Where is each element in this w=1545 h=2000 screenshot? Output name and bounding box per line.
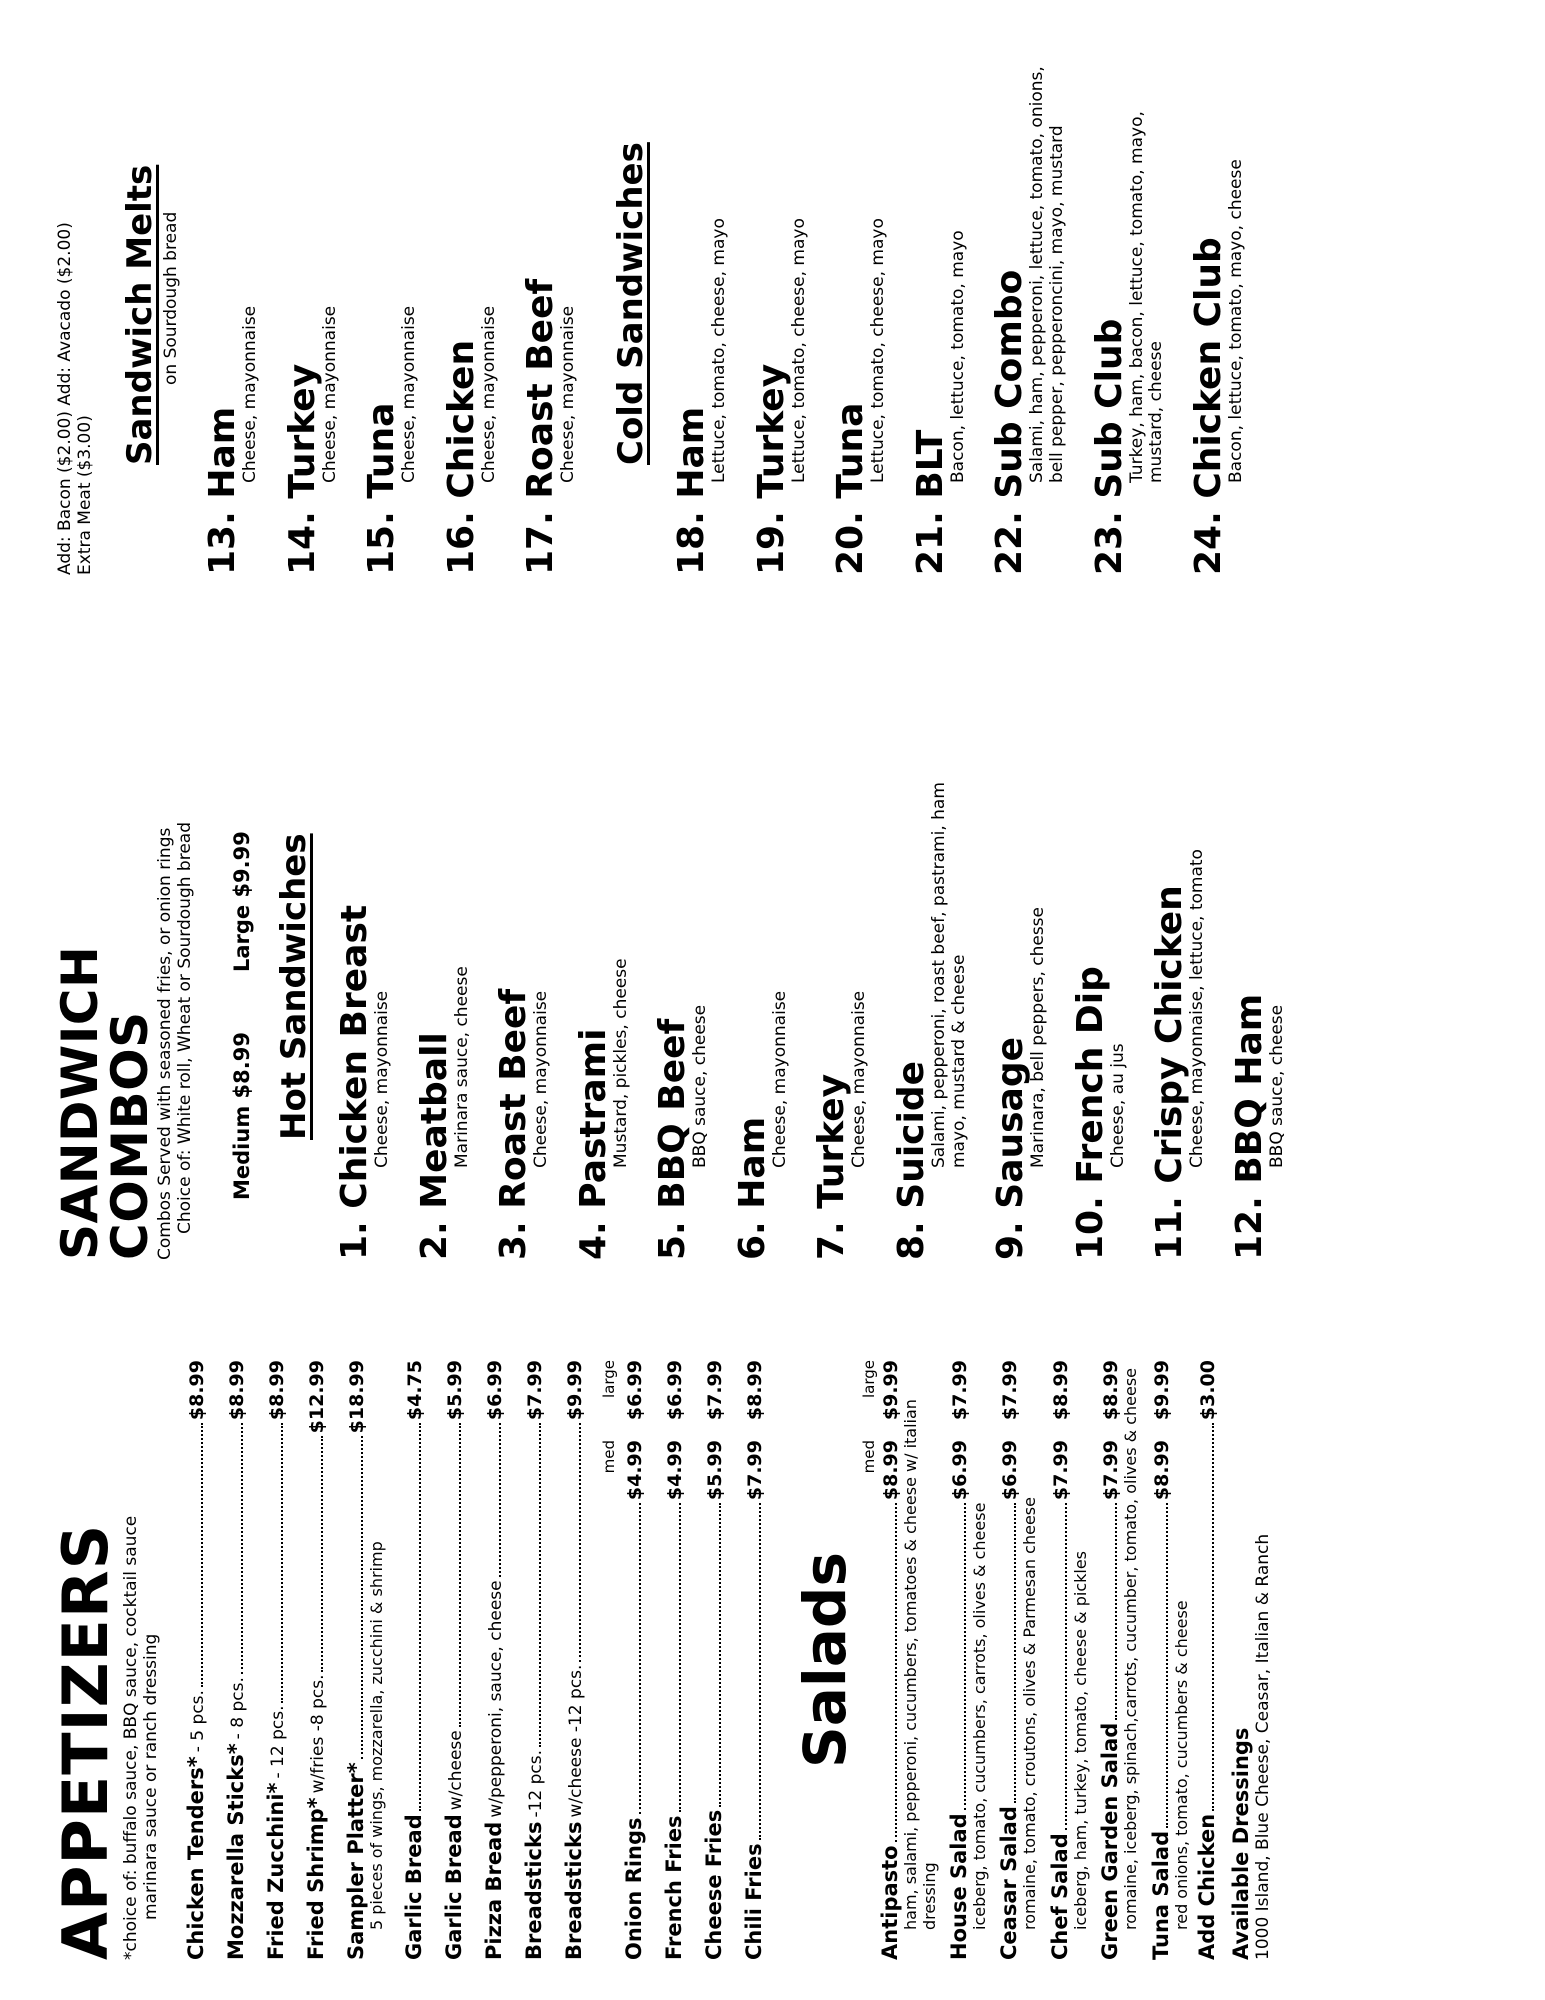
item-price: $6.99: [484, 1360, 507, 1421]
menu-item: [304, 1360, 328, 1960]
salad-item: [1098, 1360, 1122, 1960]
sandwich-description: Bacon, lettuce, tomato, mayo, cheese: [1225, 159, 1246, 483]
salad-item: [1048, 1360, 1072, 1960]
sandwich-item: [731, 700, 791, 1260]
sandwich-name: Meatball: [413, 1032, 455, 1209]
addons-line1: Add: Bacon ($2.00) Add: Avacado ($2.00): [55, 222, 75, 575]
sandwich-number: 7.: [811, 1221, 853, 1260]
item-price-med: $4.99: [624, 1440, 647, 1501]
sandwich-description: Mustard, pickles, cheese: [610, 958, 631, 1168]
sandwich-number: 16.: [440, 511, 482, 575]
sandwich-description: Bacon, lettuce, tomato, mayo: [947, 230, 968, 483]
item-price: $8.99: [225, 1360, 248, 1421]
sandwich-item: [361, 15, 420, 575]
combos-title: SANDWICH COMBOS: [51, 945, 159, 1260]
sandwich-number: 18.: [671, 511, 713, 575]
sandwich-number: 15.: [361, 511, 403, 575]
leader-dots: [459, 1423, 461, 1727]
sandwich-name: Tuna: [361, 402, 403, 499]
melts-cold-column: [55, 15, 1246, 575]
menu-item: [344, 1360, 368, 1960]
salad-description: iceberg, tomato, cucumbers, carrots, olives & cheese: [969, 1502, 989, 1930]
salad-price-med: $7.99: [1049, 1440, 1072, 1501]
sandwich-name: Pastrami: [572, 1028, 614, 1209]
salad-price-large: $7.99: [948, 1360, 971, 1421]
menu-item: [562, 1360, 586, 1960]
menu-item: [224, 1360, 248, 1960]
sandwich-number: 10.: [1069, 1196, 1111, 1260]
sandwich-name: Crispy Chicken: [1149, 885, 1191, 1184]
appetizers-note-line2: marinara sauce or ranch dressing: [141, 1633, 162, 1920]
combo-medium-price: Medium $8.99: [229, 1032, 254, 1200]
leader-dots: [719, 1503, 721, 1807]
salad-price-med: $7.99: [1100, 1440, 1123, 1501]
salad-item: [997, 1360, 1021, 1960]
sandwich-number: 8.: [891, 1221, 932, 1260]
sandwich-item: [652, 700, 711, 1260]
leader-dots: [539, 1423, 541, 1747]
item-price: $8.99: [185, 1360, 208, 1421]
size-med-label: med: [600, 1440, 619, 1474]
sandwich-description: Cheese, mayonnaise, lettuce, tomato: [1187, 849, 1208, 1168]
sandwich-name: French Dip: [1069, 966, 1111, 1184]
sandwich-item: [520, 15, 579, 575]
sandwich-name: Tuna: [830, 402, 872, 499]
leader-dots: [1065, 1503, 1067, 1830]
sandwich-item: [750, 15, 810, 575]
item-price: $8.99: [265, 1360, 288, 1421]
combos-note: [155, 700, 196, 1260]
sandwich-number: 5.: [652, 1221, 694, 1260]
appetizers-note-line1: *choice of: buffalo sauce, BBQ sauce, cocktail sauce: [121, 1515, 141, 1960]
sandwich-item: [989, 15, 1068, 575]
sandwich-name: Ham: [202, 406, 244, 499]
sandwich-description: Cheese, mayonnaise: [319, 305, 340, 483]
leader-dots: [201, 1423, 203, 1687]
sandwich-number: 23.: [1088, 511, 1130, 575]
salad-item: [1149, 1360, 1173, 1960]
salad-price-med: $6.99: [948, 1440, 971, 1501]
item-detail: - 5 pcs.: [187, 1690, 208, 1753]
item-price-large: $7.99: [704, 1360, 727, 1421]
appetizers-title: APPETIZERS: [49, 1523, 122, 1960]
item-name: Fried Shrimp*: [303, 1797, 328, 1960]
menu-item: [184, 1360, 208, 1960]
sandwich-name: Ham: [671, 406, 713, 499]
salad-price-large: $7.99: [999, 1360, 1022, 1421]
sandwich-item: [811, 700, 870, 1260]
item-price: $5.99: [444, 1360, 467, 1421]
sandwich-description: Cheese, mayonnaise: [372, 990, 393, 1168]
salad-price-med: $6.99: [999, 1440, 1022, 1501]
sandwich-name: BLT: [909, 429, 951, 499]
item-name: Garlic Bread: [442, 1814, 467, 1960]
sandwich-number: 19.: [750, 511, 792, 575]
add-chicken-price: $3.00: [1196, 1360, 1219, 1421]
item-price-med: $5.99: [704, 1440, 727, 1501]
sandwich-description: Cheese, mayonnaise: [240, 305, 261, 483]
item-detail: w/fries -8 pcs.: [307, 1674, 328, 1794]
sandwich-description: Marinara, bell peppers, chesse: [1028, 906, 1049, 1168]
leader-dots: [241, 1423, 243, 1674]
appetizers-note: [121, 1360, 162, 1960]
item-price-large: $6.99: [624, 1360, 647, 1421]
sandwich-item: [891, 700, 969, 1260]
dressings-list: 1000 Island, Blue Cheese, Ceasar, Italian & Ranch: [1252, 1533, 1273, 1960]
sandwich-number: 22.: [989, 511, 1031, 575]
sandwich-name: Turkey: [750, 363, 792, 499]
item-name: Garlic Bread: [402, 1814, 427, 1960]
sandwich-name: Roast Beef: [520, 278, 562, 499]
leader-dots: [321, 1436, 323, 1671]
sandwich-description: Lettuce, tomato, cheese, mayo: [709, 218, 730, 483]
salad-price-large: $8.99: [1049, 1360, 1072, 1421]
combos-note-line1: Combos Served with seasoned fries, or onion rings: [155, 827, 175, 1260]
addons: [55, 15, 96, 575]
sandwich-name: Suicide: [891, 1060, 932, 1209]
menu-item: [662, 1360, 686, 1960]
combos-note-line2: Choice of: White roll, Wheat or Sourdough bread: [175, 822, 196, 1234]
sandwich-name: Roast Beef: [493, 988, 535, 1209]
salad-name: Ceasar Salad: [997, 1806, 1022, 1960]
item-price-med: $7.99: [744, 1440, 767, 1501]
item-name: French Fries: [662, 1815, 687, 1960]
menu-item: [264, 1360, 288, 1960]
leader-dots: [639, 1503, 641, 1814]
sandwich-description: Cheese, mayonnaise: [399, 305, 420, 483]
salad-size-large-label: large: [860, 1360, 879, 1399]
item-price-large: $8.99: [744, 1360, 767, 1421]
sandwich-description: Cheese, mayonnaise: [531, 990, 552, 1168]
sandwich-item: [440, 15, 500, 575]
melts-list: [202, 15, 579, 575]
item-name: Breadsticks: [562, 1821, 587, 1960]
item-price-large: $6.99: [664, 1360, 687, 1421]
size-header: [600, 1360, 618, 1960]
item-name: Chili Fries: [742, 1843, 767, 1960]
sandwich-description: BBQ sauce, cheese: [690, 1004, 711, 1168]
sandwich-name: Sausage: [990, 1036, 1032, 1209]
item-detail: - 12 pcs.: [267, 1705, 288, 1779]
sandwich-name: Ham: [731, 1116, 773, 1209]
salad-description: red onions, tomato, cucumbers & cheese: [1171, 1600, 1191, 1930]
sandwich-item: [413, 700, 473, 1260]
sandwich-item: [1149, 700, 1208, 1260]
sandwich-name: BBQ Ham: [1228, 993, 1270, 1184]
hot-sandwich-list: [334, 700, 1287, 1260]
appetizer-list: [184, 1360, 766, 1960]
menu-item: [742, 1360, 766, 1960]
sandwich-name: Turkey: [811, 1073, 853, 1209]
salad-name: Chef Salad: [1047, 1833, 1072, 1960]
item-name: Mozzarella Sticks*: [223, 1743, 248, 1960]
item-detail: w/cheese -12 pcs.: [566, 1664, 587, 1818]
add-chicken-name: Add Chicken: [1194, 1813, 1219, 1960]
sandwich-name: Chicken Breast: [334, 904, 376, 1209]
item-price-med: $4.99: [664, 1440, 687, 1501]
sandwich-item: [830, 15, 889, 575]
sandwich-number: 17.: [520, 511, 562, 575]
appetizers-column: [49, 1360, 1273, 1960]
sandwich-melts-subtitle: on Sourdough bread: [161, 211, 182, 385]
sandwich-number: 9.: [990, 1221, 1032, 1260]
leader-dots: [579, 1423, 581, 1661]
sandwich-description: Cheese, mayonnaise: [478, 305, 499, 483]
sandwich-item: [334, 700, 393, 1260]
sandwich-melts-title: Sandwich Melts: [119, 164, 160, 465]
dressings-title: Available Dressings: [1228, 1727, 1253, 1960]
salad-name: Antipasto: [878, 1845, 903, 1960]
salad-description: romaine, tomato, croutons, olives & Parmesan cheese: [1020, 1497, 1040, 1930]
item-price: $7.99: [524, 1360, 547, 1421]
sandwich-description: Marinara sauce, cheese: [451, 966, 472, 1168]
sandwich-number: 20.: [830, 511, 872, 575]
sandwich-number: 21.: [909, 511, 951, 575]
sandwich-number: 1.: [334, 1221, 376, 1260]
sandwich-name: Turkey: [281, 363, 323, 499]
item-price: $18.99: [345, 1360, 368, 1434]
sandwich-item: [281, 15, 341, 575]
sandwich-item: [1088, 15, 1167, 575]
sandwich-item: [671, 15, 730, 575]
sandwich-item: [1069, 700, 1129, 1260]
hot-sandwiches-title: Hot Sandwiches: [273, 833, 314, 1140]
sandwich-item: [990, 700, 1049, 1260]
item-detail: - 8 pcs.: [227, 1677, 248, 1740]
item-price: $9.99: [564, 1360, 587, 1421]
item-name: Cheese Fries: [702, 1809, 727, 1960]
salad-list: [860, 1360, 1273, 1960]
sandwich-number: 13.: [202, 511, 244, 575]
leader-dots: [1166, 1503, 1168, 1828]
sandwich-description: BBQ sauce, cheese: [1266, 1004, 1287, 1168]
salad-name: House Salad: [946, 1813, 971, 1960]
sandwich-item: [1187, 15, 1247, 575]
sandwich-name: BBQ Beef: [652, 1018, 694, 1209]
cold-list: [671, 15, 1246, 575]
sandwich-description: Salami, pepperoni, roast beef, pastrami, ham mayo, mustard & cheese: [929, 782, 969, 1168]
leader-dots: [281, 1423, 283, 1702]
combo-prices: [230, 700, 254, 1200]
sandwich-number: 12.: [1228, 1196, 1270, 1260]
item-detail: w/pepperoni, sauce, cheese: [486, 1580, 507, 1818]
item-name: Onion Rings: [622, 1817, 647, 1960]
sandwich-name: Sub Club: [1088, 318, 1130, 499]
sandwich-number: 3.: [493, 1221, 535, 1260]
add-chicken-item: [1195, 1360, 1219, 1960]
leader-dots: [895, 1503, 897, 1842]
salad-name: Green Garden Salad: [1098, 1722, 1123, 1960]
leader-dots: [419, 1423, 421, 1811]
salad-price-large: $9.99: [880, 1360, 903, 1421]
sandwich-description: Cheese, mayonnaise: [769, 990, 790, 1168]
sandwich-name: Chicken Club: [1187, 237, 1229, 499]
item-name: Chicken Tenders*: [183, 1756, 208, 1960]
sandwich-number: 6.: [731, 1221, 773, 1260]
leader-dots: [679, 1503, 681, 1812]
menu-item: [702, 1360, 726, 1960]
menu-item: [402, 1360, 426, 1960]
sandwich-number: 24.: [1187, 511, 1229, 575]
leader-dots: [1212, 1423, 1214, 1811]
combos-column: [51, 700, 1287, 1260]
sandwich-description: Cheese, mayonnaise: [849, 990, 870, 1168]
sandwich-item: [202, 15, 261, 575]
addons-line2: Extra Meat ($3.00): [75, 415, 96, 575]
salads-title: Salads: [791, 1552, 860, 1768]
sandwich-description: Salami, ham, pepperoni, lettuce, tomato, onions, bell pepper, pepperoncini, mayo, mustard: [1027, 66, 1068, 483]
size-large-label: large: [600, 1360, 619, 1399]
salad-size-med-label: med: [860, 1440, 879, 1474]
leader-dots: [499, 1423, 501, 1577]
leader-dots: [1014, 1503, 1016, 1803]
item-price: $12.99: [305, 1360, 328, 1434]
sandwich-number: 14.: [281, 511, 323, 575]
sandwich-number: 2.: [413, 1221, 455, 1260]
sandwich-name: Sub Combo: [989, 269, 1031, 499]
sandwich-description: Cheese, au jus: [1107, 1043, 1128, 1168]
salad-description: ham, salami, pepperoni, cucumbers, tomatoes & cheese w/ italian dressing: [901, 1399, 939, 1930]
salad-size-header: [860, 1360, 878, 1960]
item-detail: w/cheese: [446, 1730, 467, 1811]
salad-price-large: $9.99: [1150, 1360, 1173, 1421]
sandwich-item: [493, 700, 552, 1260]
sandwich-number: 11.: [1149, 1196, 1191, 1260]
salad-name: Tuna Salad: [1148, 1830, 1173, 1960]
menu-item: [442, 1360, 466, 1960]
sandwich-description: Lettuce, tomato, cheese, mayo: [868, 218, 889, 483]
item-name: Breadsticks: [522, 1821, 547, 1960]
salad-description: iceberg, ham, turkey, tomato, cheese & pickles: [1070, 1550, 1090, 1930]
sandwich-description: Lettuce, tomato, cheese, mayo: [788, 218, 809, 483]
sandwich-item: [572, 700, 632, 1260]
item-detail: -12 pcs.: [526, 1749, 547, 1818]
salad-item: [947, 1360, 971, 1960]
leader-dots: [1115, 1503, 1117, 1720]
salad-price-large: $8.99: [1100, 1360, 1123, 1421]
salad-item: [878, 1360, 902, 1960]
sandwich-number: 4.: [572, 1221, 614, 1260]
item-name: Sampler Platter*: [343, 1762, 368, 1960]
cold-sandwiches-title: Cold Sandwiches: [610, 142, 651, 465]
salad-description: romaine, iceberg, spinach,carrots, cucumber, tomato, olives & cheese: [1121, 1368, 1141, 1930]
leader-dots: [361, 1436, 363, 1759]
item-name: Fried Zucchini*: [263, 1782, 288, 1960]
sandwich-item: [1228, 700, 1288, 1260]
leader-dots: [759, 1503, 761, 1840]
sandwich-name: Chicken: [440, 339, 482, 499]
combo-large-price: Large $9.99: [229, 831, 254, 973]
sandwich-item: [909, 15, 969, 575]
item-price: $4.75: [404, 1360, 427, 1421]
sandwich-description: Turkey, ham, bacon, lettuce, tomato, mayo, mustard, cheese: [1126, 111, 1167, 483]
salad-price-med: $8.99: [880, 1440, 903, 1501]
menu-item: [622, 1360, 646, 1960]
sandwich-description: Cheese, mayonnaise: [558, 305, 579, 483]
item-name: Pizza Bread: [482, 1821, 507, 1960]
salad-price-med: $8.99: [1150, 1440, 1173, 1501]
leader-dots: [964, 1503, 966, 1810]
menu-item: [482, 1360, 506, 1960]
item-description: 5 pieces of wings, mozzarella, zucchini & shrimp: [366, 1541, 386, 1930]
menu-item: [522, 1360, 546, 1960]
